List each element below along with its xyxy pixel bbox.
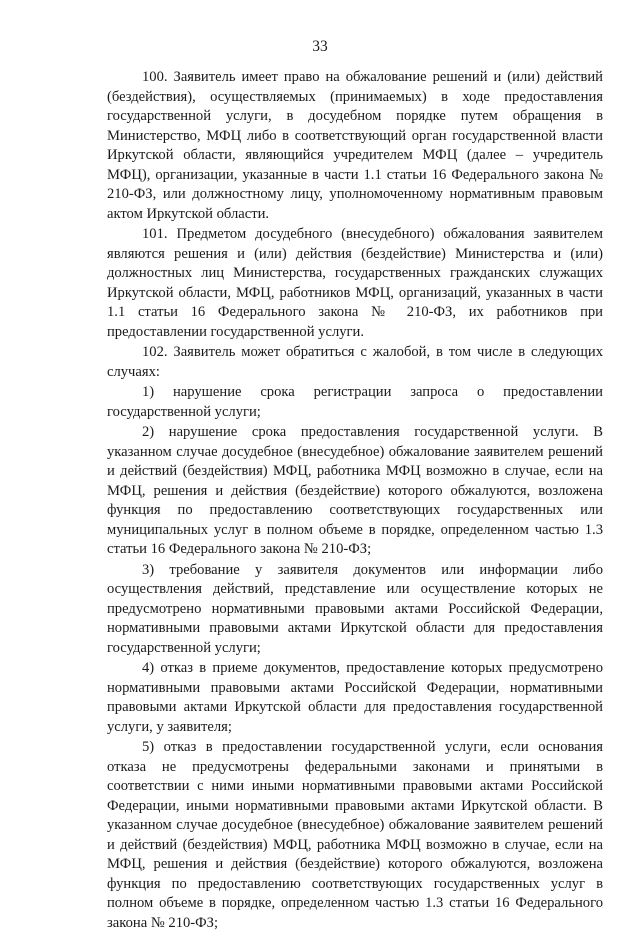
paragraph-101: 101. Предметом досудебного (внесудебного) обжалования заявителем являются решения и (или) действия (бездействие) Министерства и (или) должностных лиц Министерства, государственных гражданских служащих Иркутской области, МФЦ, работников МФЦ, организаций, указанных в части 1.1 статьи 16 Федерального закона № 210-ФЗ, их работников при предоставлении государственной услуги.: [107, 226, 603, 340]
page-number: 33: [312, 38, 328, 55]
list-item-2: 2) нарушение срока предоставления государственной услуги. В указанном случае досудебное (внесудебное) обжалование заявителем решений и действий (бездействия) МФЦ, работника МФЦ возможно в случае, если на МФЦ, решения и действия (бездействие) которого обжалуются, возложена функция по предоставлению соответствующих государственных или муниципальных услуг в полном объеме в порядке, определенном частью 1.3 статьи 16 Федерального закона № 210-ФЗ;: [107, 424, 603, 557]
list-item-5: 5) отказ в предоставлении государственной услуги, если основания отказа не предусмотрены федеральными законами и принятыми в соответствии с ними иными нормативными правовыми актами Российской Федерации, иными нормативными правовыми актами Иркутской области. В указанном случае досудебное (внесудебное) обжалование заявителем решений и действий (бездействия) МФЦ, работника МФЦ возможно в случае, если на МФЦ, решения и действия (бездействие) которого обжалуются, возложена функция по предоставлению соответствующих государственных услуг в полном объеме в порядке, определенном частью 1.3 статьи 16 Федерального закона № 210-ФЗ;: [107, 739, 603, 931]
paragraph-102: 102. Заявитель может обратиться с жалобой, в том числе в следующих случаях:: [107, 344, 603, 380]
list-item-3: 3) требование у заявителя документов или информации либо осуществления действий, представление или осуществление которых не предусмотрено нормативными правовыми актами Российской Федерации, нормативными правовыми актами Иркутской области для предоставления государственной услуги;: [107, 561, 603, 656]
list-item-4: 4) отказ в приеме документов, предоставление которых предусмотрено нормативными правовыми актами Российской Федерации, нормативными правовыми актами Иркутской области для предоставления государственной услуги, у заявителя;: [107, 660, 603, 735]
document-body: [107, 68, 603, 933]
list-item-1: 1) нарушение срока регистрации запроса о предоставлении государственной услуги;: [107, 384, 603, 420]
paragraph-100: 100. Заявитель имеет право на обжалование решений и (или) действий (бездействия), осуществляемых (принимаемых) в ходе предоставления государственной услуги, в досудебном порядке путем обращения в Министерство, МФЦ либо в соответствующий орган государственной власти Иркутской области, являющийся учредителем МФЦ (далее – учредитель МФЦ), организации, указанные в части 1.1 статьи 16 Федерального закона № 210-ФЗ, или должностному лицу, уполномоченному нормативным правовым актом Иркутской области.: [107, 69, 603, 222]
